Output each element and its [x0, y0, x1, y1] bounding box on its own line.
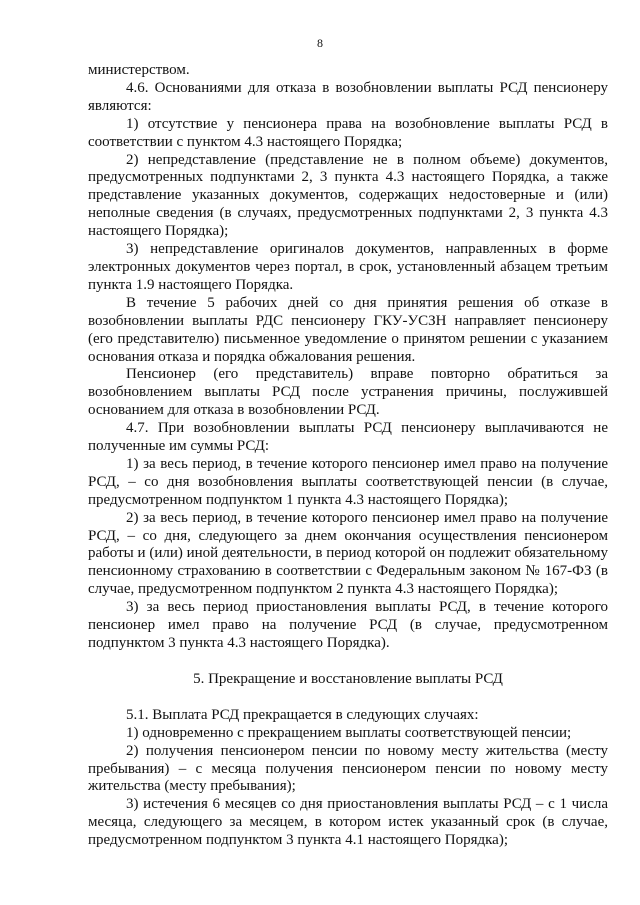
- paragraph-reapply: Пенсионер (его представитель) вправе повторно обратиться за возобновлением выплаты РСД после устранения причины, послужившей основанием для отказа в возобновлении РСД.: [88, 366, 608, 419]
- paragraph-4-7-item-2: 2) за весь период, в течение которого пенсионер имел право на получение РСД, – со дня, следующего за днем окончания осуществления пенсионером работы и (или) иной деятельности, в период которой он подлежит обязательному пенсионному страхованию в соответствии с Федеральным законом № 167-ФЗ (в случае, предусмотренном подпунктом 2 пункта 4.3 настоящего Порядка);: [88, 509, 608, 598]
- paragraph-5-1: 5.1. Выплата РСД прекращается в следующих случаях:: [126, 706, 479, 723]
- paragraph-refusal-notice: В течение 5 рабочих дней со дня принятия решения об отказе в возобновлении выплаты РДС пенсионеру ГКУ-УСЗН направляет пенсионеру (его представителю) письменное уведомление о принятом решении с указанием основания отказа и порядка обжалования решения.: [88, 294, 608, 365]
- paragraph-5-1-item-3: 3) истечения 6 месяцев со дня приостановления выплаты РСД – с 1 числа месяца, следующего за месяцем, в котором истек указанный срок (в случае, предусмотренном подпунктом 3 пункта 4.1 настоящего Порядка);: [88, 796, 608, 849]
- section-heading: 5. Прекращение и восстановление выплаты РСД: [193, 670, 503, 687]
- document-body: [88, 62, 608, 850]
- paragraph-5-1-item-1: 1) одновременно с прекращением выплаты соответствующей пенсии;: [126, 724, 572, 741]
- paragraph-4-7: 4.7. При возобновлении выплаты РСД пенсионеру выплачиваются не полученные им суммы РСД:: [88, 420, 608, 455]
- paragraph-5-1-item-2: 2) получения пенсионером пенсии по новому месту жительства (месту пребывания) – с месяца получения пенсионером пенсии по новому месту жительства (месту пребывания);: [88, 742, 608, 795]
- paragraph-4-6-item-1: 1) отсутствие у пенсионера права на возобновление выплаты РСД в соответствии с пунктом 4.3 настоящего Порядка;: [88, 115, 608, 150]
- spacer: [88, 689, 608, 707]
- paragraph-4-6-item-2: 2) непредставление (представление не в полном объеме) документов, предусмотренных подпунктами 2, 3 пункта 4.3 настоящего Порядка, а также представление указанных документов, содержащих недостоверные и (или) неполные сведения (в случаях, предусмотренных подпунктами 2, 3 пункта 4.3 настоящего Порядка);: [88, 151, 608, 240]
- paragraph-4-6: 4.6. Основаниями для отказа в возобновлении выплаты РСД пенсионеру являются:: [88, 79, 608, 114]
- paragraph-4-6-item-3: 3) непредставление оригиналов документов, направленных в форме электронных документов через портал, в срок, установленный абзацем третьим пункта 1.9 настоящего Порядка.: [88, 241, 608, 293]
- page-number: 8: [317, 36, 323, 50]
- spacer: [88, 653, 608, 671]
- paragraph-4-7-item-3: 3) за весь период приостановления выплаты РСД, в течение которого пенсионер имел право на получение РСД (в случае, предусмотренном подпунктом 3 пункта 4.3 настоящего Порядка).: [88, 599, 608, 651]
- paragraph-continuation: министерством.: [88, 62, 190, 78]
- paragraph-4-7-item-1: 1) за весь период, в течение которого пенсионер имел право на получение РСД, – со дня возобновления выплаты соответствующей пенсии (в случае, предусмотренном подпунктом 1 пункта 4.3 настоящего Порядка);: [88, 455, 608, 508]
